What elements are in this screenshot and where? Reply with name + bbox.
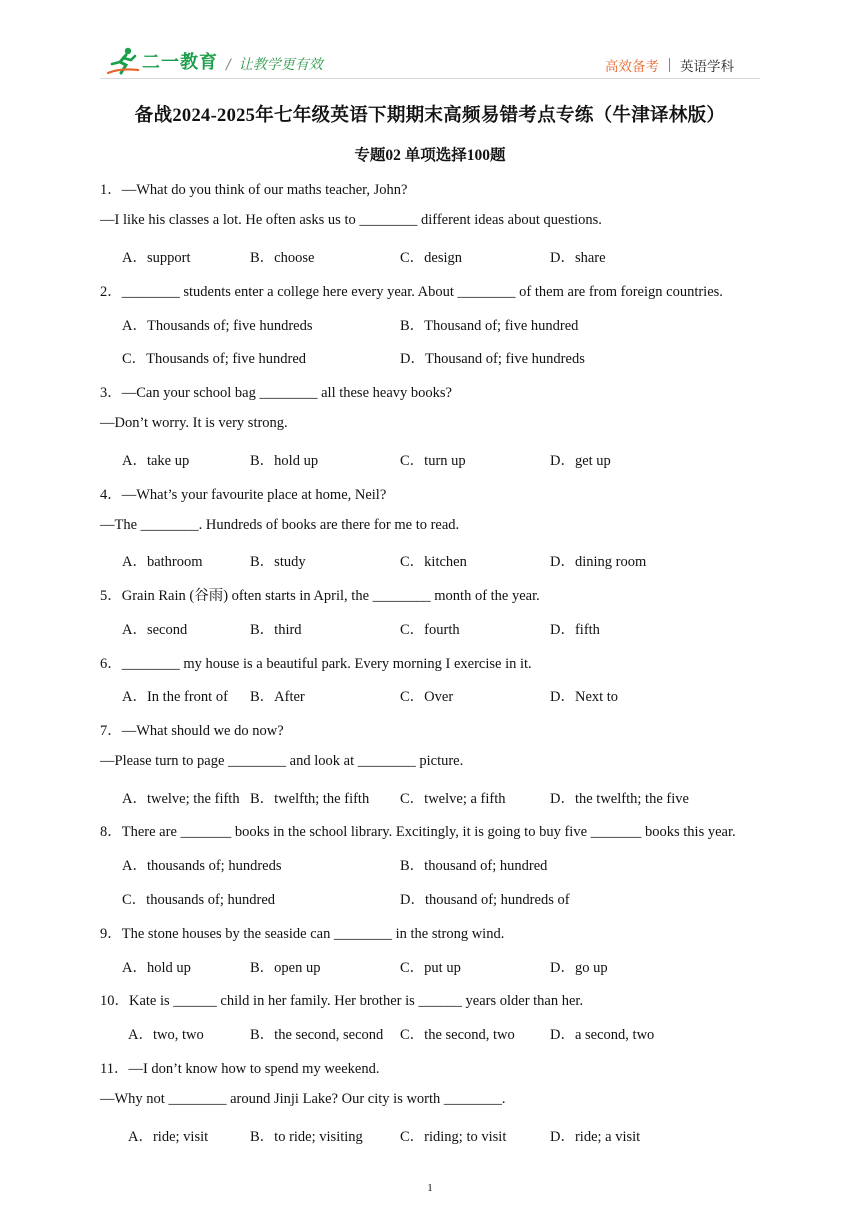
- site-logo[interactable]: [106, 46, 218, 76]
- question-9-option-a[interactable]: A．hold up: [122, 960, 191, 976]
- question-6-option-d[interactable]: D．Next to: [550, 689, 619, 705]
- question-11-option-c[interactable]: C．riding; to visit: [400, 1129, 507, 1145]
- question-7-option-c[interactable]: C．twelve; a fifth: [400, 791, 506, 807]
- question-2-stem: 2．________ students enter a college here every year. About ________ of them are from foreign countries.: [100, 284, 723, 300]
- question-11-stem: 11．—I don’t know how to spend my weekend.: [100, 1061, 380, 1077]
- question-8-option-c[interactable]: C．thousands of; hundred: [122, 892, 276, 908]
- header-divider: [100, 78, 760, 79]
- question-5-option-d[interactable]: D．fifth: [550, 622, 600, 638]
- question-7-option-d[interactable]: D．the twelfth; the five: [550, 791, 689, 807]
- question-4-option-d[interactable]: D．dining room: [550, 554, 647, 570]
- question-9-stem: 9．The stone houses by the seaside can ________ in the strong wind.: [100, 926, 505, 942]
- question-3-option-a[interactable]: A．take up: [122, 453, 190, 469]
- question-8-option-b[interactable]: B．thousand of; hundred: [400, 858, 548, 874]
- question-8-option-a[interactable]: A．thousands of; hundreds: [122, 858, 282, 874]
- question-2-option-a[interactable]: A．Thousands of; five hundreds: [122, 318, 313, 334]
- question-7-stem-line-2: —Please turn to page ________ and look at ________ picture.: [100, 753, 464, 769]
- question-9-option-d[interactable]: D．go up: [550, 960, 608, 976]
- runner-logo-icon: [106, 46, 140, 76]
- header-tag-subject: 英语学科: [680, 59, 734, 75]
- question-10-option-a[interactable]: A．two, two: [128, 1027, 204, 1043]
- page-number: 1: [427, 1182, 433, 1194]
- question-5-option-b[interactable]: B．third: [250, 622, 302, 638]
- question-2-option-b[interactable]: B．Thousand of; five hundred: [400, 318, 579, 334]
- question-3-option-d[interactable]: D．get up: [550, 453, 611, 469]
- question-6-option-a[interactable]: A．In the front of: [122, 689, 228, 705]
- question-9-option-c[interactable]: C．put up: [400, 960, 461, 976]
- question-3-option-c[interactable]: C．turn up: [400, 453, 466, 469]
- question-5-stem: 5．Grain Rain (谷雨) often starts in April, the ________ month of the year.: [100, 588, 540, 604]
- question-5-option-a[interactable]: A．second: [122, 622, 188, 638]
- question-8-stem: 8．There are _______ books in the school library. Excitingly, it is going to buy five _______ books this year.: [100, 824, 736, 840]
- question-11-option-d[interactable]: D．ride; a visit: [550, 1129, 641, 1145]
- question-3-stem-line-2: —Don’t worry. It is very strong.: [100, 415, 288, 431]
- question-10-option-c[interactable]: C．the second, two: [400, 1027, 515, 1043]
- question-7-option-a[interactable]: A．twelve; the fifth: [122, 791, 240, 807]
- question-7-option-b[interactable]: B．twelfth; the fifth: [250, 791, 370, 807]
- question-2-option-c[interactable]: C．Thousands of; five hundred: [122, 351, 307, 367]
- logo-text: 二一教育: [142, 52, 218, 72]
- question-6-stem: 6．________ my house is a beautiful park. Every morning I exercise in it.: [100, 656, 532, 672]
- question-4-option-c[interactable]: C．kitchen: [400, 554, 467, 570]
- question-4-option-b[interactable]: B．study: [250, 554, 306, 570]
- document-subtitle: 专题02 单项选择100题: [354, 147, 506, 164]
- question-2-option-d[interactable]: D．Thousand of; five hundreds: [400, 351, 585, 367]
- header-tag-exam: 高效备考: [605, 59, 659, 75]
- question-1-stem-line-2: —I like his classes a lot. He often asks us to ________ different ideas about questions.: [100, 212, 602, 228]
- document-title: 备战2024-2025年七年级英语下期期末高频易错考点专练（牛津译林版）: [134, 106, 726, 126]
- question-10-option-b[interactable]: B．the second, second: [250, 1027, 384, 1043]
- question-6-option-c[interactable]: C．Over: [400, 689, 454, 705]
- question-4-stem-line-2: —The ________. Hundreds of books are there for me to read.: [100, 517, 460, 533]
- question-1-stem: 1．—What do you think of our maths teacher, John?: [100, 182, 408, 198]
- question-3-option-b[interactable]: B．hold up: [250, 453, 319, 469]
- question-4-stem: 4．—What’s your favourite place at home, Neil?: [100, 487, 387, 503]
- question-11-stem-line-2: —Why not ________ around Jinji Lake? Our city is worth ________.: [100, 1091, 506, 1107]
- slogan: [226, 54, 323, 74]
- question-11-option-b[interactable]: B．to ride; visiting: [250, 1129, 363, 1145]
- question-10-option-d[interactable]: D．a second, two: [550, 1027, 655, 1043]
- header-tag-divider: [669, 58, 670, 72]
- question-1-option-a[interactable]: A．support: [122, 250, 191, 266]
- question-6-option-b[interactable]: B．After: [250, 689, 305, 705]
- page-header: [0, 0, 860, 80]
- slogan-separator: /: [226, 57, 231, 73]
- header-tags: [605, 55, 734, 75]
- question-1-option-b[interactable]: B．choose: [250, 250, 315, 266]
- slogan-text: 让教学更有效: [238, 57, 323, 73]
- question-9-option-b[interactable]: B．open up: [250, 960, 321, 976]
- question-1-option-d[interactable]: D．share: [550, 250, 606, 266]
- question-8-option-d[interactable]: D．thousand of; hundreds of: [400, 892, 570, 908]
- question-3-stem: 3．—Can your school bag ________ all these heavy books?: [100, 385, 452, 401]
- question-10-stem: 10．Kate is ______ child in her family. Her brother is ______ years older than her.: [100, 993, 584, 1009]
- question-1-option-c[interactable]: C．design: [400, 250, 463, 266]
- question-7-stem: 7．—What should we do now?: [100, 723, 284, 739]
- question-4-option-a[interactable]: A．bathroom: [122, 554, 203, 570]
- question-5-option-c[interactable]: C．fourth: [400, 622, 460, 638]
- question-11-option-a[interactable]: A．ride; visit: [128, 1129, 209, 1145]
